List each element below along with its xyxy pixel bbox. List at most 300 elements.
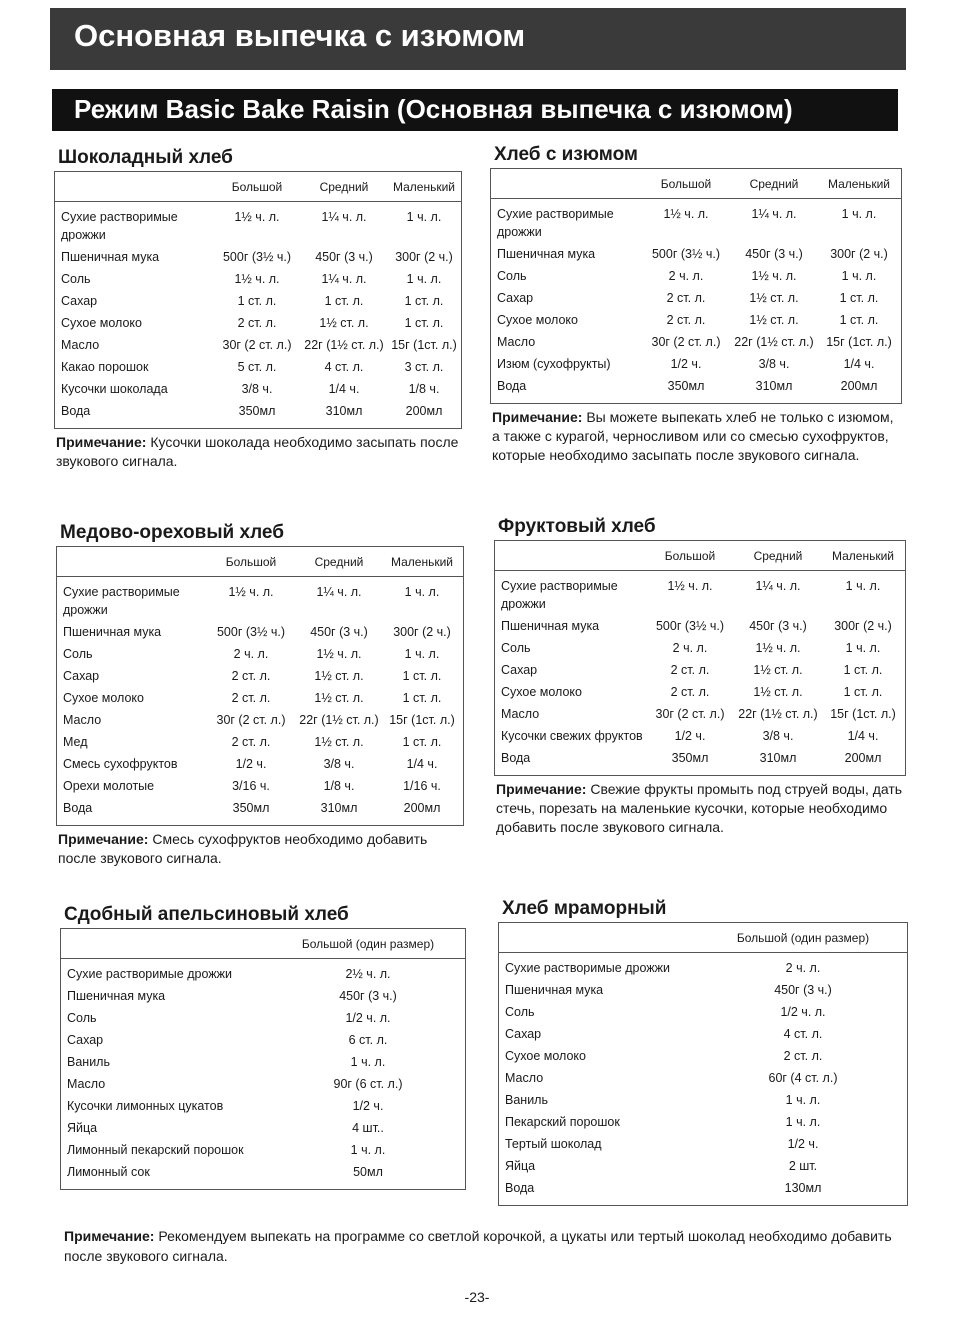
ingredient-name: Изюм (сухофрукты) xyxy=(497,357,611,371)
ingredient-amount: 1/2 ч. л. xyxy=(345,1011,391,1025)
ingredient-amount: 300г (2 ч.) xyxy=(834,619,892,633)
ingredient-name: Масло xyxy=(61,338,100,352)
column-header: Большой xyxy=(225,554,277,569)
ingredient-name: Вода xyxy=(497,379,527,393)
ingredient-name: Кусочки свежих фруктов xyxy=(501,729,643,743)
ingredient-amount: 2 ст. л. xyxy=(670,685,710,699)
ingredient-amount: 1/2 ч. xyxy=(674,729,706,743)
ingredient-amount: 1 ч. л. xyxy=(404,647,440,661)
ingredient-name: Лимонный пекарский порошок xyxy=(67,1143,244,1157)
ingredient-amount: 3/8 ч. xyxy=(762,729,794,743)
ingredient-name: Соль xyxy=(501,641,531,655)
ingredient-name: Соль xyxy=(505,1005,535,1019)
ingredient-amount: 4 ст. л. xyxy=(324,360,364,374)
table-row xyxy=(499,1089,907,1111)
ingredient-name: Масло xyxy=(497,335,536,349)
ingredient-amount: 500г (3½ ч.) xyxy=(655,619,725,633)
column-header: Маленький xyxy=(831,548,894,563)
ingredient-amount: 1 ст. л. xyxy=(402,735,442,749)
ingredient-amount: 22г (1½ ст. л.) xyxy=(734,335,814,349)
table-row xyxy=(57,797,463,819)
table-header xyxy=(499,923,907,953)
ingredient-name: Пшеничная мука xyxy=(67,989,166,1003)
ingredient-name: Сухие растворимые дрожжи xyxy=(61,210,178,242)
ingredient-amount: 1 ст. л. xyxy=(404,294,444,308)
ingredient-amount: 2 шт. xyxy=(788,1159,818,1173)
table-row xyxy=(495,725,905,747)
table-row xyxy=(491,203,901,243)
bottom-note-text: Рекомендуем выпекать на программе со светлой корочкой, а цукаты или тертый шоколад необходимо добавить после звукового сигнала. xyxy=(64,1228,892,1264)
table-row xyxy=(499,1133,907,1155)
ingredients-table xyxy=(494,540,906,776)
ingredient-amount: 6 ст. л. xyxy=(348,1033,388,1047)
ingredient-amount: 1/2 ч. xyxy=(670,357,702,371)
note-text: Кусочки шоколада необходимо засыпать после звукового сигнала. xyxy=(56,434,459,469)
ingredient-amount: 1 ч. л. xyxy=(845,641,881,655)
table-body xyxy=(57,577,463,825)
ingredient-name: Кусочки шоколада xyxy=(61,382,168,396)
ingredient-amount: 1 ст. л. xyxy=(843,663,883,677)
ingredient-amount: 1 ст. л. xyxy=(324,294,364,308)
recipe-note xyxy=(492,408,902,465)
table-row xyxy=(499,1177,907,1199)
ingredient-name: Пшеничная мука xyxy=(505,983,604,997)
ingredient-name: Пшеничная мука xyxy=(497,247,596,261)
ingredient-name: Сухие растворимые дрожжи xyxy=(505,961,670,975)
ingredient-amount: 1½ ч. л. xyxy=(234,210,280,224)
table-row xyxy=(499,1111,907,1133)
table-row xyxy=(491,375,901,397)
column-header: Средний xyxy=(753,548,803,563)
table-row xyxy=(55,356,461,378)
column-header: Маленький xyxy=(392,179,455,194)
note-text: Вы можете выпекать хлеб не только с изюмом, а также с курагой, черносливом или со смесью сухофруктов, которые необходимо засыпать после звукового сигнала. xyxy=(492,409,894,463)
ingredient-amount: 1½ ст. л. xyxy=(314,669,364,683)
ingredients-table xyxy=(56,546,464,826)
table-row xyxy=(61,1073,465,1095)
ingredient-amount: 2 ч. л. xyxy=(668,269,704,283)
ingredient-name: Масло xyxy=(501,707,540,721)
ingredient-amount: 2 ст. л. xyxy=(231,669,271,683)
column-header: Маленький xyxy=(827,176,890,191)
ingredient-amount: 1/16 ч. xyxy=(403,779,441,793)
mode-title-banner xyxy=(52,89,898,131)
column-header: Средний xyxy=(749,176,799,191)
ingredient-name: Сахар xyxy=(501,663,538,677)
table-header xyxy=(495,541,905,571)
table-row xyxy=(499,1023,907,1045)
table-row xyxy=(491,331,901,353)
table-row xyxy=(491,309,901,331)
table-row xyxy=(495,747,905,769)
ingredient-amount: 3/8 ч. xyxy=(323,757,355,771)
ingredient-amount: 450г (3 ч.) xyxy=(339,989,397,1003)
ingredients-table xyxy=(498,922,908,1206)
ingredient-amount: 60г (4 ст. л.) xyxy=(768,1071,838,1085)
column-header: Маленький xyxy=(390,554,453,569)
ingredient-amount: 1½ ч. л. xyxy=(667,579,713,593)
ingredient-amount: 1 ст. л. xyxy=(839,313,879,327)
table-row xyxy=(57,709,463,731)
recipe-note xyxy=(496,780,906,837)
ingredient-amount: 310мл xyxy=(325,404,363,418)
table-row xyxy=(491,243,901,265)
ingredient-amount: 1 ч. л. xyxy=(406,210,442,224)
table-row xyxy=(55,268,461,290)
ingredient-amount: 350мл xyxy=(671,751,709,765)
ingredient-amount: 22г (1½ ст. л.) xyxy=(299,713,379,727)
page-title: Основная выпечка с изюмом xyxy=(74,18,526,53)
ingredient-amount: 1½ ч. л. xyxy=(316,647,362,661)
table-row xyxy=(491,353,901,375)
table-row xyxy=(57,753,463,775)
recipe-title: Сдобный апельсиновый хлеб xyxy=(64,904,349,925)
table-row xyxy=(57,775,463,797)
ingredient-amount: 1½ ст. л. xyxy=(753,663,803,677)
ingredient-amount: 1 ст. л. xyxy=(839,291,879,305)
ingredient-amount: 15г (1ст. л.) xyxy=(389,713,455,727)
recipe-fruit-bread xyxy=(494,514,906,837)
table-row xyxy=(57,731,463,753)
ingredient-name: Ваниль xyxy=(505,1093,548,1107)
ingredient-amount: 4 ст. л. xyxy=(783,1027,823,1041)
ingredient-name: Соль xyxy=(67,1011,97,1025)
note-label: Примечание: xyxy=(492,409,583,425)
table-row xyxy=(499,1001,907,1023)
ingredient-amount: 1½ ст. л. xyxy=(319,316,369,330)
column-header: Большой xyxy=(231,179,283,194)
ingredient-amount: 15г (1ст. л.) xyxy=(391,338,457,352)
ingredient-name: Вода xyxy=(63,801,93,815)
ingredient-amount: 310мл xyxy=(755,379,793,393)
ingredient-amount: 2½ ч. л. xyxy=(345,967,391,981)
ingredient-amount: 1½ ч. л. xyxy=(234,272,280,286)
ingredient-amount: 130мл xyxy=(784,1181,822,1195)
table-header xyxy=(55,172,461,202)
table-body xyxy=(55,202,461,428)
table-row xyxy=(55,246,461,268)
ingredient-amount: 1½ ст. л. xyxy=(749,291,799,305)
ingredient-amount: 15г (1ст. л.) xyxy=(826,335,892,349)
ingredient-amount: 2 ст. л. xyxy=(783,1049,823,1063)
table-row xyxy=(57,643,463,665)
recipe-title: Медово-ореховый хлеб xyxy=(60,522,284,543)
table-row xyxy=(55,206,461,246)
table-row xyxy=(61,985,465,1007)
ingredient-amount: 1/8 ч. xyxy=(408,382,440,396)
ingredient-amount: 450г (3 ч.) xyxy=(749,619,807,633)
ingredient-name: Соль xyxy=(61,272,91,286)
ingredient-amount: 450г (3 ч.) xyxy=(310,625,368,639)
ingredient-amount: 1½ ст. л. xyxy=(314,691,364,705)
table-row xyxy=(61,963,465,985)
table-body xyxy=(495,571,905,775)
note-text: Смесь сухофруктов необходимо добавить после звукового сигнала. xyxy=(58,831,428,866)
ingredient-name: Орехи молотые xyxy=(63,779,155,793)
table-row xyxy=(57,621,463,643)
table-row xyxy=(499,1155,907,1177)
ingredient-amount: 1½ ч. л. xyxy=(755,641,801,655)
ingredient-name: Мед xyxy=(63,735,88,749)
ingredient-name: Сахар xyxy=(505,1027,542,1041)
note-label: Примечание: xyxy=(56,434,147,450)
page-title-banner xyxy=(50,8,906,70)
ingredient-amount: 1¼ ч. л. xyxy=(321,210,367,224)
table-row xyxy=(495,575,905,615)
ingredient-name: Сухое молоко xyxy=(501,685,582,699)
ingredient-name: Сухое молоко xyxy=(61,316,142,330)
ingredients-table xyxy=(54,171,462,429)
ingredient-amount: 1 ч. л. xyxy=(841,207,877,221)
ingredient-amount: 1/2 ч. xyxy=(787,1137,819,1151)
recipe-title: Фруктовый хлеб xyxy=(498,516,656,537)
ingredient-amount: 2 ст. л. xyxy=(666,313,706,327)
table-header xyxy=(57,547,463,577)
table-row xyxy=(61,1051,465,1073)
recipe-orange-bread xyxy=(60,902,466,1190)
ingredient-name: Ваниль xyxy=(67,1055,110,1069)
column-header: Средний xyxy=(314,554,364,569)
table-row xyxy=(55,378,461,400)
table-row xyxy=(491,265,901,287)
ingredient-amount: 1/4 ч. xyxy=(847,729,879,743)
ingredient-name: Какао порошок xyxy=(61,360,149,374)
ingredient-amount: 15г (1ст. л.) xyxy=(830,707,896,721)
ingredient-name: Яйца xyxy=(67,1121,98,1135)
ingredient-amount: 1 ст. л. xyxy=(402,669,442,683)
ingredient-name: Пшеничная мука xyxy=(61,250,160,264)
ingredient-name: Вода xyxy=(501,751,531,765)
ingredient-amount: 500г (3½ ч.) xyxy=(222,250,292,264)
ingredient-name: Сухие растворимые дрожжи xyxy=(67,967,232,981)
ingredient-amount: 1 ст. л. xyxy=(402,691,442,705)
ingredient-amount: 1½ ст. л. xyxy=(753,685,803,699)
ingredient-name: Сухое молоко xyxy=(63,691,144,705)
ingredient-name: Сухие растворимые дрожжи xyxy=(501,579,618,611)
recipe-chocolate-bread xyxy=(54,145,462,471)
table-body xyxy=(491,199,901,403)
table-row xyxy=(61,1095,465,1117)
ingredient-amount: 350мл xyxy=(232,801,270,815)
ingredient-amount: 3 ст. л. xyxy=(404,360,444,374)
ingredient-amount: 1¼ ч. л. xyxy=(751,207,797,221)
ingredient-amount: 22г (1½ ст. л.) xyxy=(304,338,384,352)
ingredients-table xyxy=(60,928,466,1190)
ingredient-amount: 1 ч. л. xyxy=(845,579,881,593)
ingredient-amount: 300г (2 ч.) xyxy=(393,625,451,639)
ingredient-name: Соль xyxy=(63,647,93,661)
ingredient-amount: 1 ч. л. xyxy=(404,585,440,599)
table-row xyxy=(499,1067,907,1089)
ingredient-amount: 500г (3½ ч.) xyxy=(651,247,721,261)
ingredient-name: Сухие растворимые дрожжи xyxy=(63,585,180,617)
bottom-note xyxy=(64,1226,914,1266)
ingredient-amount: 450г (3 ч.) xyxy=(315,250,373,264)
ingredient-name: Пшеничная мука xyxy=(501,619,600,633)
table-row xyxy=(495,703,905,725)
ingredient-amount: 350мл xyxy=(238,404,276,418)
table-row xyxy=(55,312,461,334)
ingredient-amount: 1 ч. л. xyxy=(406,272,442,286)
ingredient-amount: 200мл xyxy=(840,379,878,393)
ingredient-name: Пекарский порошок xyxy=(505,1115,620,1129)
ingredient-name: Сухое молоко xyxy=(505,1049,586,1063)
ingredient-amount: 1½ ст. л. xyxy=(314,735,364,749)
ingredient-amount: 3/8 ч. xyxy=(241,382,273,396)
ingredient-name: Масло xyxy=(505,1071,544,1085)
ingredient-amount: 450г (3 ч.) xyxy=(745,247,803,261)
recipe-marble-bread xyxy=(498,896,908,1206)
note-label: Примечание: xyxy=(496,781,587,797)
ingredient-amount: 1½ ч. л. xyxy=(663,207,709,221)
ingredient-amount: 450г (3 ч.) xyxy=(774,983,832,997)
ingredient-amount: 90г (6 ст. л.) xyxy=(333,1077,403,1091)
ingredient-amount: 2 ст. л. xyxy=(231,691,271,705)
ingredient-amount: 1 ст. л. xyxy=(404,316,444,330)
ingredient-amount: 2 ст. л. xyxy=(237,316,277,330)
ingredient-amount: 1/4 ч. xyxy=(328,382,360,396)
ingredient-amount: 1¼ ч. л. xyxy=(316,585,362,599)
ingredient-amount: 310мл xyxy=(759,751,797,765)
ingredient-amount: 1 ч. л. xyxy=(785,1093,821,1107)
bottom-note-label: Примечание: xyxy=(64,1228,155,1244)
table-row xyxy=(57,687,463,709)
ingredient-name: Вода xyxy=(505,1181,535,1195)
table-header xyxy=(491,169,901,199)
ingredient-amount: 30г (2 ст. л.) xyxy=(655,707,725,721)
table-row xyxy=(55,400,461,422)
recipe-raisin-bread xyxy=(490,142,902,465)
recipe-note xyxy=(58,830,464,868)
table-row xyxy=(57,581,463,621)
table-body xyxy=(499,953,907,1205)
ingredient-name: Сухие растворимые дрожжи xyxy=(497,207,614,239)
ingredient-amount: 2 ст. л. xyxy=(231,735,271,749)
recipe-note xyxy=(56,433,462,471)
ingredient-amount: 1 ст. л. xyxy=(843,685,883,699)
ingredient-amount: 310мл xyxy=(320,801,358,815)
table-row xyxy=(495,659,905,681)
ingredient-amount: 200мл xyxy=(403,801,441,815)
ingredient-name: Сухое молоко xyxy=(497,313,578,327)
ingredient-amount: 1/8 ч. xyxy=(323,779,355,793)
recipe-title: Шоколадный хлеб xyxy=(58,147,233,168)
column-header: Большой (один размер) xyxy=(736,930,870,945)
ingredient-amount: 1½ ч. л. xyxy=(751,269,797,283)
table-row xyxy=(61,1029,465,1051)
ingredient-amount: 1 ч. л. xyxy=(350,1143,386,1157)
ingredient-name: Сахар xyxy=(63,669,100,683)
ingredient-amount: 2 ст. л. xyxy=(670,663,710,677)
ingredient-amount: 3/16 ч. xyxy=(232,779,270,793)
note-label: Примечание: xyxy=(58,831,149,847)
table-row xyxy=(495,637,905,659)
ingredient-amount: 50мл xyxy=(353,1165,383,1179)
table-row xyxy=(61,1161,465,1183)
column-header: Большой (один размер) xyxy=(301,936,435,951)
ingredient-amount: 30г (2 ст. л.) xyxy=(216,713,286,727)
table-row xyxy=(499,957,907,979)
ingredient-amount: 30г (2 ст. л.) xyxy=(651,335,721,349)
ingredient-name: Яйца xyxy=(505,1159,536,1173)
table-row xyxy=(57,665,463,687)
table-row xyxy=(61,1117,465,1139)
ingredient-amount: 1/2 ч. л. xyxy=(780,1005,826,1019)
ingredient-amount: 22г (1½ ст. л.) xyxy=(738,707,818,721)
ingredient-name: Вода xyxy=(61,404,91,418)
ingredient-name: Сахар xyxy=(497,291,534,305)
ingredient-amount: 1¼ ч. л. xyxy=(321,272,367,286)
ingredient-amount: 1¼ ч. л. xyxy=(755,579,801,593)
recipe-honey-nut-bread xyxy=(56,520,464,868)
ingredient-name: Масло xyxy=(63,713,102,727)
ingredient-amount: 2 ч. л. xyxy=(672,641,708,655)
table-row xyxy=(495,681,905,703)
table-row xyxy=(61,1007,465,1029)
ingredient-amount: 350мл xyxy=(667,379,705,393)
ingredient-amount: 1/2 ч. xyxy=(352,1099,384,1113)
ingredient-amount: 1½ ч. л. xyxy=(228,585,274,599)
table-body xyxy=(61,959,465,1189)
ingredient-name: Смесь сухофруктов xyxy=(63,757,178,771)
recipe-title: Хлеб с изюмом xyxy=(494,144,638,165)
ingredient-name: Сахар xyxy=(61,294,98,308)
table-row xyxy=(61,1139,465,1161)
ingredient-name: Сахар xyxy=(67,1033,104,1047)
mode-title: Режим Basic Bake Raisin (Основная выпечка с изюмом) xyxy=(74,94,793,124)
table-row xyxy=(55,290,461,312)
ingredient-amount: 1 ч. л. xyxy=(785,1115,821,1129)
column-header: Большой xyxy=(660,176,712,191)
ingredient-name: Масло xyxy=(67,1077,106,1091)
ingredient-amount: 4 шт.. xyxy=(352,1121,384,1135)
recipe-title: Хлеб мраморный xyxy=(502,898,667,919)
note-text: Свежие фрукты промыть под струей воды, дать стечь, порезать на маленькие кусочки, которые необходимо добавить после звукового сигнала. xyxy=(496,781,903,835)
page-number: -23- xyxy=(464,1289,490,1305)
ingredient-amount: 1 ч. л. xyxy=(841,269,877,283)
column-header: Средний xyxy=(319,179,369,194)
column-header: Большой xyxy=(664,548,716,563)
ingredient-amount: 500г (3½ ч.) xyxy=(216,625,286,639)
table-row xyxy=(491,287,901,309)
ingredient-name: Соль xyxy=(497,269,527,283)
ingredient-name: Кусочки лимонных цукатов xyxy=(67,1099,224,1113)
ingredient-amount: 1 ст. л. xyxy=(237,294,277,308)
ingredient-amount: 2 ч. л. xyxy=(785,961,821,975)
ingredient-amount: 200мл xyxy=(405,404,443,418)
table-row xyxy=(499,979,907,1001)
ingredient-amount: 1½ ст. л. xyxy=(749,313,799,327)
ingredient-name: Лимонный сок xyxy=(67,1165,150,1179)
table-row xyxy=(55,334,461,356)
table-header xyxy=(61,929,465,959)
ingredient-amount: 2 ч. л. xyxy=(233,647,269,661)
ingredient-name: Тертый шоколад xyxy=(505,1137,602,1151)
ingredient-amount: 2 ст. л. xyxy=(666,291,706,305)
ingredient-amount: 300г (2 ч.) xyxy=(395,250,453,264)
ingredients-table xyxy=(490,168,902,404)
table-row xyxy=(495,615,905,637)
ingredient-amount: 1/4 ч. xyxy=(406,757,438,771)
ingredient-name: Пшеничная мука xyxy=(63,625,162,639)
ingredient-amount: 30г (2 ст. л.) xyxy=(222,338,292,352)
ingredient-amount: 200мл xyxy=(844,751,882,765)
ingredient-amount: 5 ст. л. xyxy=(237,360,277,374)
ingredient-amount: 1/2 ч. xyxy=(235,757,267,771)
ingredient-amount: 1/4 ч. xyxy=(843,357,875,371)
table-row xyxy=(499,1045,907,1067)
ingredient-amount: 300г (2 ч.) xyxy=(830,247,888,261)
